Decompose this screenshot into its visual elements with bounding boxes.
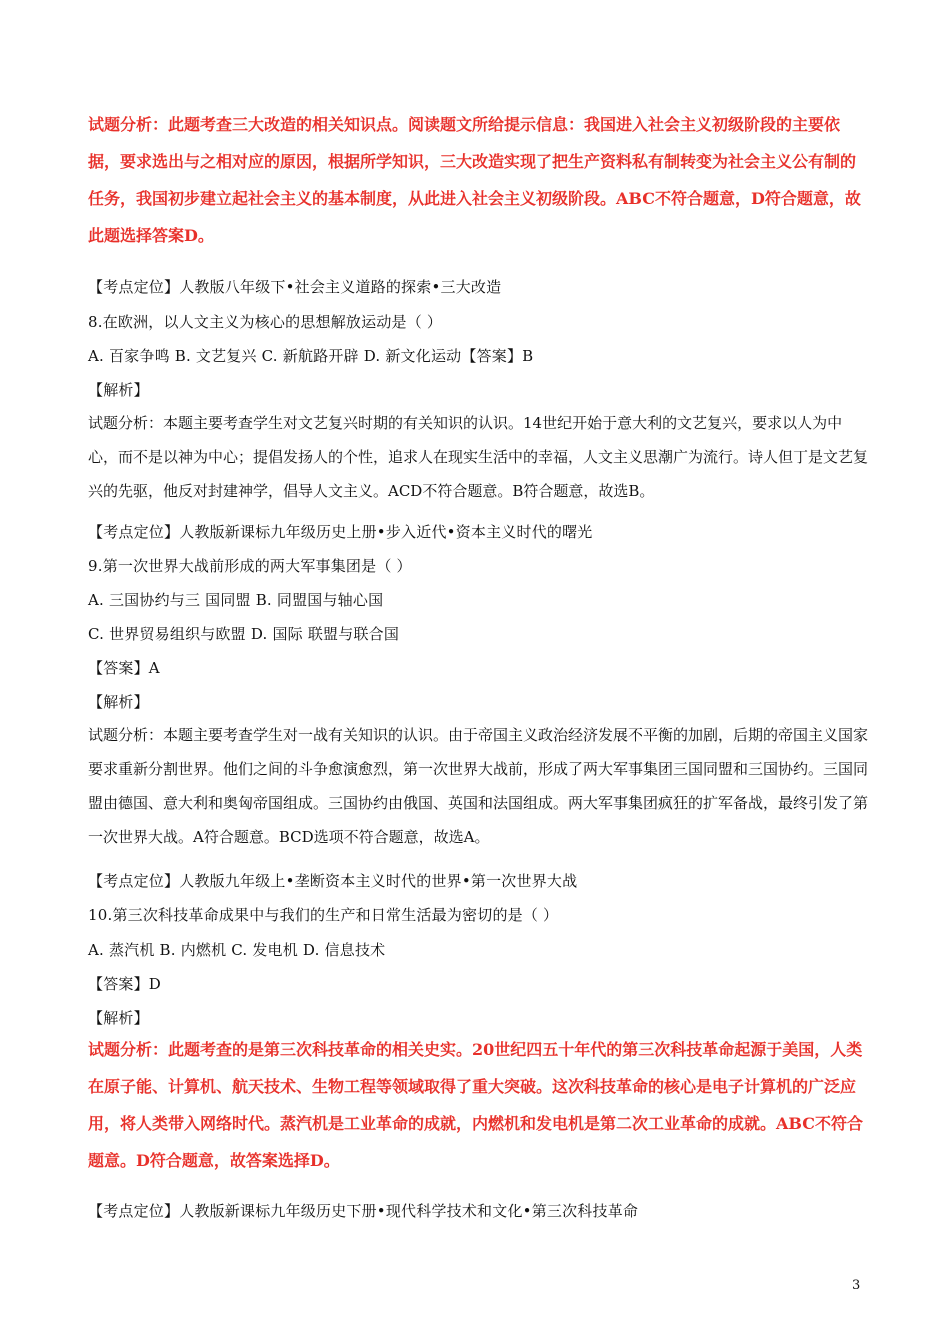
analysis-q8: 试题分析：本题主要考查学生对文艺复兴时期的有关知识的认识。14世纪开始于意大利的文艺复兴，要求以人为中心，而不是以神为中心；提倡发扬人的个性，追求人在现实生活中的幸福，人文主义思潮广为流行。诗人但丁是文艺复兴的先驱，他反对封建神学，倡导人文主义。ACD不符合题意。B符合题意，故选B。 xyxy=(88,414,869,500)
question-10-jiexi: 【解析】 xyxy=(88,1009,149,1027)
question-8: 8.在欧洲，以人文主义为核心的思想解放运动是（ ） xyxy=(88,313,443,331)
kaodian-q8: 【考点定位】人教版新课标九年级历史上册•步入近代•资本主义时代的曙光 xyxy=(88,523,593,541)
question-9-jiexi: 【解析】 xyxy=(88,693,149,711)
page-number: 3 xyxy=(852,1278,861,1293)
question-10: 10.第三次科技革命成果中与我们的生产和日常生活最为密切的是（ ） xyxy=(88,906,559,924)
kaodian-three-reforms: 【考点定位】人教版八年级下•社会主义道路的探索•三大改造 xyxy=(88,278,502,296)
analysis-q9: 试题分析：本题主要考查学生对一战有关知识的认识。由于帝国主义政治经济发展不平衡的加剧，后期的帝国主义国家要求重新分割世界。他们之间的斗争愈演愈烈，第一次世界大战前，形成了两大军事集团三国同盟和三国协约。三国同盟由德国、意大利和奥匈帝国组成。三国协约由俄国、英国和法国组成。两大军事集团疯狂的扩军备战，最终引发了第一次世界大战。A符合题意。BCD选项不符合题意，故选A。 xyxy=(88,726,869,846)
question-9-options-cd: C. 世界贸易组织与欧盟 D. 国际 联盟与联合国 xyxy=(88,625,400,643)
analysis-three-reforms: 试题分析：此题考查三大改造的相关知识点。阅读题文所给提示信息：我国进入社会主义初级阶段的主要依据，要求选出与之相对应的原因，根据所学知识，三大改造实现了把生产资料私有制转变为社会主义公有制的任务，我国初步建立起社会主义的基本制度，从此进入社会主义初级阶段。ABC不符合题意，D符合题意，故此题选择答案D。 xyxy=(88,115,861,245)
question-9: 9.第一次世界大战前形成的两大军事集团是（ ） xyxy=(88,557,412,575)
question-9-options-ab: A. 三国协约与三 国同盟 B. 同盟国与轴心国 xyxy=(88,591,384,609)
question-10-answer: 【答案】D xyxy=(88,975,162,993)
question-8-jiexi: 【解析】 xyxy=(88,381,149,399)
question-9-answer: 【答案】A xyxy=(88,659,160,677)
kaodian-q9: 【考点定位】人教版九年级上•垄断资本主义时代的世界•第一次世界大战 xyxy=(88,872,578,890)
analysis-q10: 试题分析：此题考查的是第三次科技革命的相关史实。20世纪四五十年代的第三次科技革命起源于美国，人类在原子能、计算机、航天技术、生物工程等领域取得了重大突破。这次科技革命的核心是电子计算机的广泛应用，将人类带入网络时代。蒸汽机是工业革命的成就，内燃机和发电机是第二次工业革命的成就。ABC不符合题意。D符合题意，故答案选择D。 xyxy=(88,1040,863,1170)
question-10-options: A. 蒸汽机 B. 内燃机 C. 发电机 D. 信息技术 xyxy=(88,941,386,959)
question-8-options-answer: A. 百家争鸣 B. 文艺复兴 C. 新航路开辟 D. 新文化运动【答案】B xyxy=(88,347,534,365)
kaodian-q10: 【考点定位】人教版新课标九年级历史下册•现代科学技术和文化•第三次科技革命 xyxy=(88,1202,639,1220)
